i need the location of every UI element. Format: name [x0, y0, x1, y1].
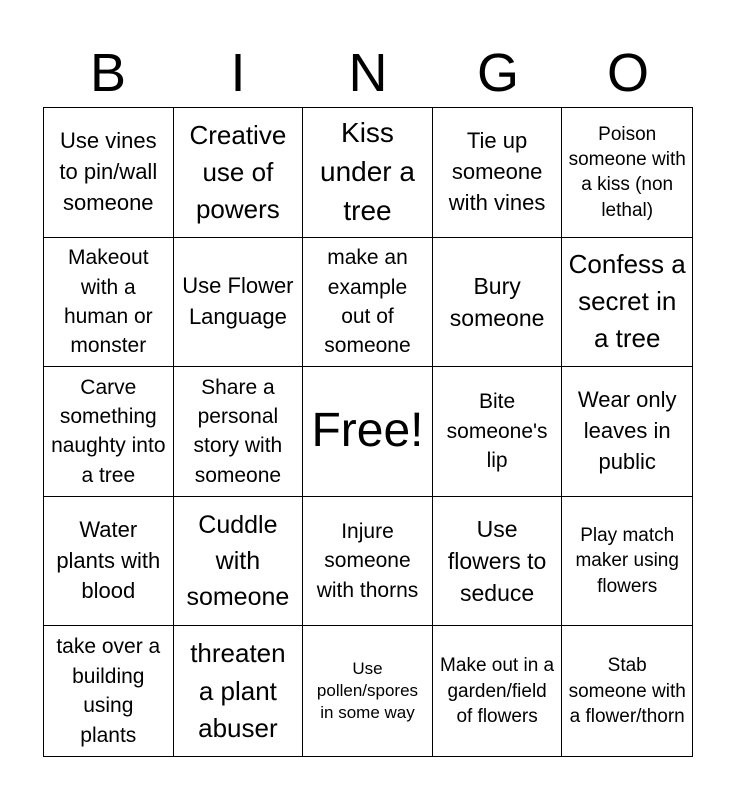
bingo-cell[interactable] [562, 108, 692, 238]
cell-text: Use flowers to seduce [447, 515, 547, 607]
bingo-header [43, 40, 693, 106]
cell-text: Use Flower Language [182, 273, 294, 329]
bingo-cell[interactable] [44, 238, 174, 368]
cell-text: Play match maker using flowers [575, 525, 679, 597]
cell-text: Make out in a garden/field of flowers [440, 655, 555, 727]
cell-text: Kiss under a tree [320, 117, 415, 226]
cell-text: Use vines to pin/wall someone [59, 128, 158, 215]
cell-text: take over a building using plants [56, 635, 161, 747]
bingo-cell[interactable] [433, 367, 563, 497]
bingo-cell[interactable] [562, 367, 692, 497]
bingo-cell[interactable] [174, 238, 304, 368]
cell-text: threaten a plant abuser [190, 638, 286, 743]
cell-text: make an example out of someone [324, 246, 411, 358]
cell-text: Makeout with a human or monster [63, 246, 153, 358]
cell-text: Bite someone's lip [446, 390, 548, 473]
bingo-cell[interactable] [562, 238, 692, 368]
free-space-label: Free! [311, 404, 424, 458]
cell-text: Stab someone with a flower/thorn [568, 655, 686, 727]
bingo-cell[interactable] [44, 626, 174, 756]
bingo-cell[interactable] [303, 626, 433, 756]
bingo-cell[interactable] [174, 626, 304, 756]
bingo-cell-free[interactable] [303, 367, 433, 497]
bingo-board [43, 107, 693, 757]
bingo-cell[interactable] [44, 497, 174, 627]
cell-text: Water plants with blood [56, 516, 161, 604]
header-letter-b: B [89, 43, 127, 103]
bingo-cell[interactable] [433, 108, 563, 238]
bingo-cell[interactable] [174, 497, 304, 627]
header-letter-i: I [230, 43, 246, 103]
bingo-cell[interactable] [303, 497, 433, 627]
bingo-cell[interactable] [433, 626, 563, 756]
cell-text: Cuddle with someone [186, 510, 290, 612]
cell-text: Carve something naughty into a tree [51, 375, 166, 487]
bingo-cell[interactable] [433, 497, 563, 627]
bingo-cell[interactable] [44, 108, 174, 238]
header-letter-o: O [606, 43, 649, 103]
bingo-cell[interactable] [303, 108, 433, 238]
bingo-cell[interactable] [562, 626, 692, 756]
cell-text: Creative use of powers [189, 119, 287, 224]
cell-text: Confess a secret in a tree [568, 249, 686, 354]
cell-text: Injure someone with thorns [316, 520, 419, 602]
header-letter-g: G [476, 43, 519, 103]
cell-text: Share a personal story with someone [193, 375, 283, 487]
cell-text: Wear only leaves in public [577, 387, 677, 474]
cell-text: Poison someone with a kiss (non lethal) [568, 123, 686, 221]
header-letter-n: N [348, 43, 388, 103]
bingo-cell[interactable] [433, 238, 563, 368]
bingo-cell[interactable] [44, 367, 174, 497]
cell-text: Tie up someone with vines [448, 128, 546, 215]
cell-text: Bury someone [449, 272, 545, 331]
bingo-cell[interactable] [562, 497, 692, 627]
bingo-cell[interactable] [303, 238, 433, 368]
bingo-cell[interactable] [174, 108, 304, 238]
cell-text: Use pollen/spores in some way [316, 659, 419, 723]
bingo-cell[interactable] [174, 367, 304, 497]
